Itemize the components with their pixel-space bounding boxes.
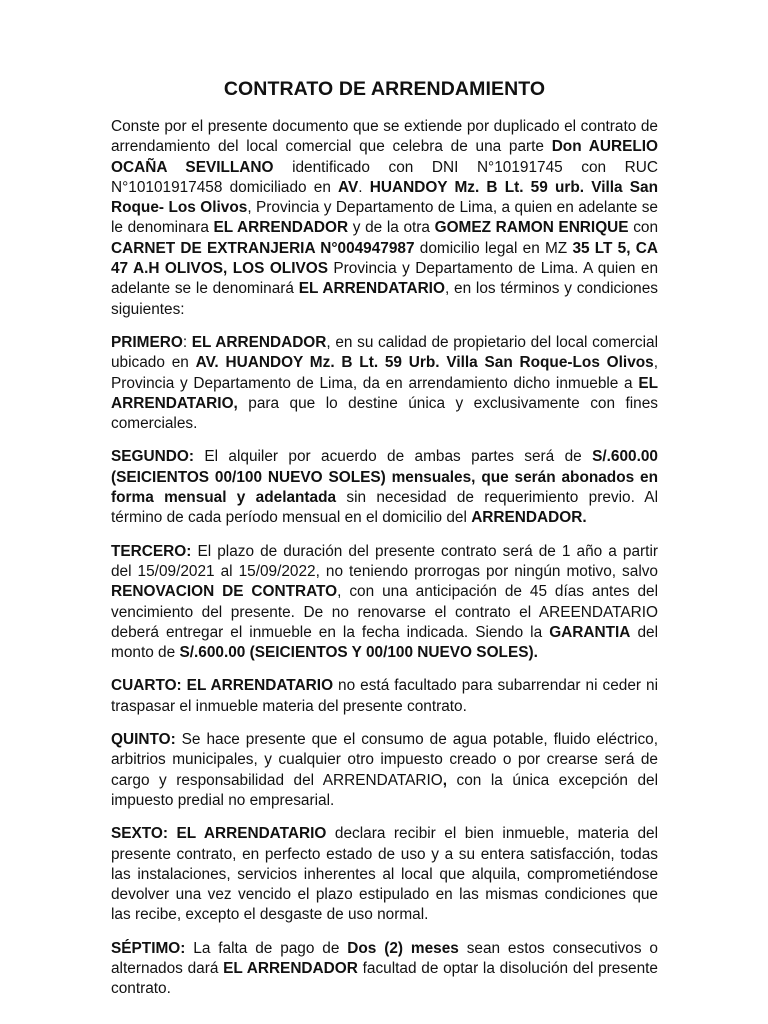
bold-text: AV. HUANDOY Mz. B Lt. 59 Urb. Villa San Roque-Los Olivos bbox=[195, 354, 654, 372]
bold-text: PRIMERO bbox=[111, 333, 183, 351]
bold-text: SEXTO: EL ARRENDATARIO bbox=[111, 825, 327, 843]
body-text: Conste por el presente documento que se extiende por duplicado el contrato de arrendamiento del local comercial que celebra de una parte bbox=[111, 118, 658, 156]
body-text: para que lo destine única y exclusivamente con fines comerciales. bbox=[111, 394, 658, 433]
bold-text: EL ARRENDATARIO, bbox=[111, 374, 658, 412]
body-text: , en su calidad de propietario del local comercial ubicado en bbox=[111, 333, 658, 372]
bold-text: SÉPTIMO: bbox=[111, 939, 186, 957]
body-text: declara recibir el bien inmueble, materia del presente contrato, en perfecto estado de uso y a su entera satisfacción, todas las instalaciones, servicios inherentes al local que alquila, comprometiéndose devolver una vez vencido el plazo estipulado en las mismas condiciones que las recibe, excepto el desgaste de uso normal. bbox=[111, 825, 659, 924]
bold-text: QUINTO: bbox=[111, 731, 176, 749]
document-page bbox=[111, 78, 658, 1013]
body-text: del monto de bbox=[111, 623, 658, 662]
body-text: sean estos consecutivos o alternados dará bbox=[111, 939, 658, 977]
body-text: con la única excepción del impuesto predial no empresarial. bbox=[111, 771, 658, 809]
bold-text: EL ARRENDADOR bbox=[213, 219, 349, 237]
bold-text: EL ARRENDATARIO bbox=[298, 280, 445, 298]
clause-tercero bbox=[111, 542, 658, 664]
bold-text: SEGUNDO: bbox=[111, 448, 194, 466]
document-title: CONTRATO DE ARRENDAMIENTO bbox=[223, 78, 546, 100]
clause-sexto bbox=[111, 824, 658, 925]
body-text: La falta de pago de bbox=[185, 939, 348, 957]
body-text: , con una anticipación de 45 días antes del vencimiento del presente. De no renovarse el contrato el AREENDATARIO deberá entregar el inmueble en la fecha indicada. Siendo la bbox=[111, 583, 658, 641]
bold-text: HUANDOY Mz. B Lt. 59 urb. Villa San Roque- Los Olivos bbox=[111, 178, 658, 217]
body-text: : bbox=[182, 333, 192, 351]
bold-text: Dos (2) meses bbox=[347, 939, 459, 957]
body-text: identificado con DNI N°10191745 con RUC N°10101917458 domiciliado en bbox=[111, 158, 658, 196]
clause-cuarto bbox=[111, 676, 658, 717]
body-text: Se hace presente que el consumo de agua potable, fluido eléctrico, arbitrios municipales, y cualquier otro impuesto creado o por crearse será de cargo y responsabilidad del ARRENDATARIO bbox=[111, 731, 658, 789]
body-text: , en los términos y condiciones siguientes: bbox=[111, 280, 658, 318]
clause-segundo bbox=[111, 447, 658, 528]
body-text: no está facultado para subarrendar ni ceder ni traspasar el inmueble materia del presente contrato. bbox=[111, 677, 658, 715]
bold-text: , bbox=[442, 771, 448, 789]
body-text: , Provincia y Departamento de Lima, a quien en adelante se le denominara bbox=[111, 199, 658, 237]
bold-text: CARNET DE EXTRANJERIA N°004947987 bbox=[111, 239, 415, 257]
body-text: sin necesidad de requerimiento previo. Al término de cada período mensual en el domicilio del bbox=[111, 489, 658, 527]
clause-primero bbox=[111, 333, 658, 434]
bold-text: TERCERO: bbox=[111, 542, 192, 560]
bold-text: AV bbox=[338, 178, 359, 196]
body-text: . bbox=[358, 178, 370, 196]
body-text: domicilio legal en MZ bbox=[414, 239, 573, 257]
bold-text: EL ARRENDADOR bbox=[223, 959, 358, 977]
bold-text: GOMEZ RAMON ENRIQUE bbox=[434, 219, 629, 237]
bold-text: Don AURELIO OCAÑA SEVILLANO bbox=[111, 138, 658, 176]
body-text: El plazo de duración del presente contrato será de 1 año a partir del 15/09/2021 al 15/09/2022, no teniendo prorrogas por ningún motivo, salvo bbox=[111, 542, 658, 580]
bold-text: CUARTO: EL ARRENDATARIO bbox=[111, 677, 334, 695]
document-body bbox=[111, 117, 658, 1000]
clause-intro bbox=[111, 117, 658, 320]
bold-text: S/.600.00 (SEICIENTOS Y 00/100 NUEVO SOLES). bbox=[179, 644, 538, 662]
body-text: con bbox=[628, 219, 659, 237]
bold-text: ARRENDADOR. bbox=[471, 509, 587, 527]
bold-text: EL ARRENDADOR bbox=[191, 333, 327, 351]
body-text: y de la otra bbox=[348, 219, 435, 237]
bold-text: 35 LT 5, CA 47 A.H OLIVOS, LOS OLIVOS bbox=[111, 239, 658, 278]
clause-septimo bbox=[111, 939, 658, 1000]
clause-quinto bbox=[111, 730, 658, 811]
body-text: , Provincia y Departamento de Lima, da en arrendamiento dicho inmueble a bbox=[111, 354, 658, 392]
bold-text: GARANTIA bbox=[549, 623, 631, 641]
body-text: El alquiler por acuerdo de ambas partes será de bbox=[193, 448, 593, 466]
body-text: facultad de optar la disolución del presente contrato. bbox=[111, 959, 658, 998]
bold-text: RENOVACION DE CONTRATO bbox=[111, 583, 338, 601]
body-text: Provincia y Departamento de Lima. A quien en adelante se le denominará bbox=[111, 260, 659, 298]
bold-text: S/.600.00 (SEICIENTOS 00/100 NUEVO SOLES) mensuales, que serán abonados en forma mensual y adelantada bbox=[111, 448, 658, 507]
